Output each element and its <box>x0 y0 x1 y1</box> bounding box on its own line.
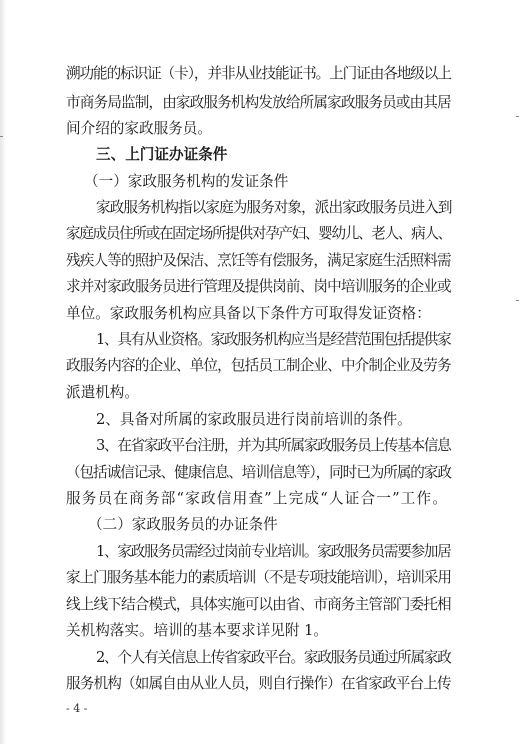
body-line: 服务机构（如属自由从业人员，则自行操作）在省家政平台上传 <box>66 675 451 692</box>
body-line: 2、个人有关信息上传省家政平台。家政服务员通过所属家政 <box>96 649 451 666</box>
margin-mark <box>516 116 519 117</box>
body-line: 1、家政服务员需经过岗前专业培训。家政服务员需要参加居 <box>96 543 451 560</box>
body-line: 残疾人等的照护及保洁、烹饪等有偿服务，满足家庭生活照料需 <box>66 252 451 269</box>
margin-mark <box>0 136 3 137</box>
body-line: 家上门服务基本能力的素质培训（不是专项技能培训），培训采用 <box>66 569 451 586</box>
page-edge-shadow <box>0 0 6 744</box>
subsection-heading: （二）家政服务员的办证条件 <box>88 516 278 533</box>
body-line: 溯功能的标识证（卡），并非从业技能证书。上门证由各地级以上 <box>66 65 451 82</box>
body-line: 间介绍的家政服务员。 <box>66 120 212 137</box>
body-line: 3、在省家政平台注册，并为其所属家政服务员上传基本信息 <box>96 437 451 454</box>
body-line: 家庭成员住所或在固定场所提供对孕产妇、婴幼儿、老人、病人、 <box>66 225 451 242</box>
body-line: 关机构落实。培训的基本要求详见附 1。 <box>66 622 329 639</box>
margin-mark <box>516 300 519 301</box>
body-line: 服务员在商务部“家政信用查”上完成“人证合一”工作。 <box>66 490 449 507</box>
body-line: 家政服务机构指以家庭为服务对象，派出家政服务员进入到 <box>96 199 452 216</box>
subsection-heading: （一）家政服务机构的发证条件 <box>84 173 289 190</box>
body-line: （包括诚信记录、健康信息、培训信息等），同时已为所属的家政 <box>66 464 451 481</box>
body-line: 派遣机构。 <box>66 384 139 401</box>
body-line: 线上线下结合模式，具体实施可以由省、市商务主管部门委托相 <box>66 596 451 613</box>
body-line: 单位。家政服务机构应具备以下条件方可取得发证资格： <box>66 305 431 322</box>
body-line: 1、具有从业资格。家政服务机构应当是经营范围包括提供家 <box>96 331 451 348</box>
body-line: 求并对家政服务员进行管理及提供岗前、岗中培训服务的企业或 <box>66 278 451 295</box>
body-line: 政服务内容的企业、单位，包括员工制企业、中介制企业及劳务 <box>66 357 451 374</box>
body-line: 市商务局监制，由家政服务机构发放给所属家政服务员或由其居 <box>66 94 451 111</box>
page-number: - 4 - <box>66 702 88 715</box>
section-heading: 三、上门证办证条件 <box>96 146 228 163</box>
body-line: 2、具备对所属的家政服员进行岗前培训的条件。 <box>96 411 412 428</box>
